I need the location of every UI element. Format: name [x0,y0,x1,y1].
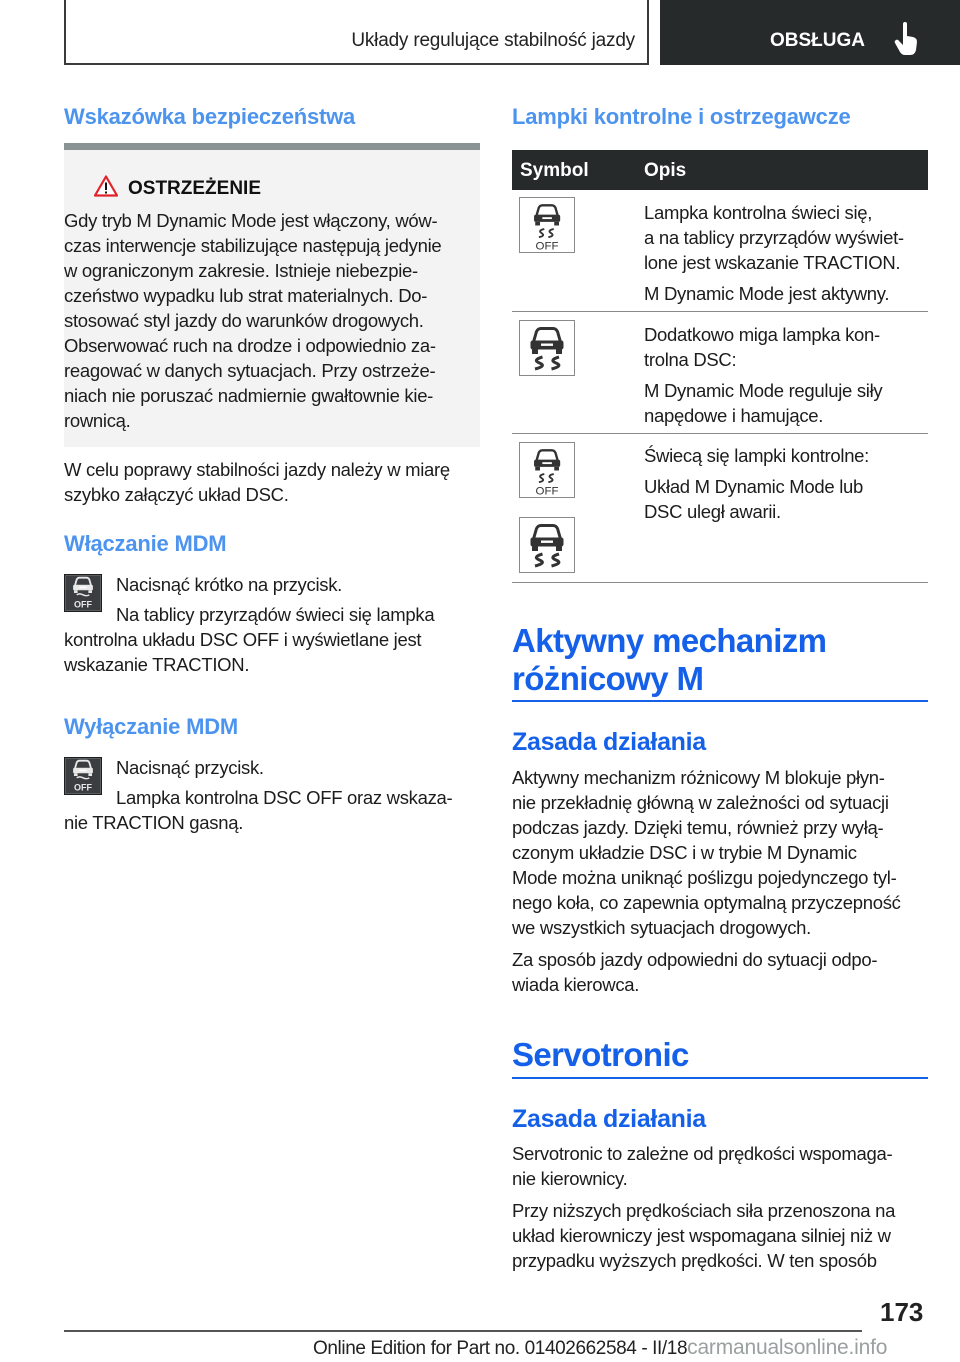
lamps-heading: Lampki kontrolne i ostrzegawcze [512,104,851,129]
disable-step-2 [64,785,480,835]
text-line: Przy niższych prędkościach siła przenoszona na [512,1200,896,1221]
text-line: M Dynamic Mode reguluje siły [644,380,883,401]
text-line: nie kierownicy. [512,1168,628,1189]
enable-step-2 [64,602,480,677]
warning-line: Obserwować ruch na drodze i odpowiednio za- [64,335,436,356]
svg-text:OFF: OFF [535,485,559,497]
pointing-hand-icon [894,22,920,56]
page-number: 173 [880,1297,924,1327]
disable-mdm-heading: Wyłączanie MDM [64,714,239,739]
servotronic-paragraph-1 [512,1141,928,1191]
servotronic-paragraph-2 [512,1198,928,1273]
warning-line: stosować styl jazdy do warunków drogowych. [64,310,424,331]
dsc-off-lamp-icon [519,197,575,253]
safety-heading: Wskazówka bezpieczeństwa [64,104,356,129]
table-bottom-rule [512,582,928,583]
lamps-table-header [512,150,928,190]
servotronic-heading-rule [512,1077,928,1079]
amd-paragraph-1 [512,765,928,940]
disable-step-1: Nacisnąć przycisk. [116,757,264,778]
text-line: Dodatkowo miga lampka kon- [644,324,880,345]
column-header-symbol: Symbol [520,160,589,181]
footer-edition [313,1336,887,1360]
warning-title: OSTRZEŻENIE [128,178,262,199]
lamp-row-3-description [644,443,928,524]
svg-text:OFF: OFF [74,599,92,610]
text-line: wskazanie TRACTION. [64,654,250,675]
text-line: W celu poprawy stabilności jazdy należy w miarę [64,459,450,480]
lamp-row-1-description [644,200,928,306]
text-line: Układ M Dynamic Mode lub [644,476,863,497]
servotronic-subheading: Zasada działania [512,1105,706,1133]
watermark: carmanualsonline.info [687,1336,888,1359]
heading-line: Aktywny mechanizm [512,622,827,659]
text-line: szybko załączyć układ DSC. [64,484,289,505]
warning-line: czas interwencje stabilizujące następują jedynie [64,235,442,256]
text-line: układ kierowniczy jest wspomagana silniej niż w [512,1225,891,1246]
warning-line: czeństwo wypadku lub strat materialnych. Do- [64,285,428,306]
text-line: a na tablicy przyrządów wyświet- [644,227,904,248]
header-chapter-label: OBSŁUGA [770,30,865,51]
heading-line: różnicowy M [512,660,704,697]
dsc-off-lamp-icon [519,442,575,498]
edition-text: Online Edition for Part no. 01402662584 - II/18 [313,1338,688,1359]
text-line: trolna DSC: [644,349,737,370]
text-line: napędowe i hamujące. [644,405,824,426]
dsc-lamp-icon [519,320,575,376]
header-section-box [64,0,649,65]
text-line: Na tablicy przyrządów świeci się lampka [116,604,435,625]
footer-rule [64,1330,862,1332]
lamp-row-2-description [644,322,928,428]
amd-subheading: Zasada działania [512,728,706,756]
servotronic-heading: Servotronic [512,1036,689,1073]
text-line: DSC uległ awarii. [644,501,781,522]
warning-line: reagować w danych sytuacjach. Przy ostrzeże- [64,360,436,381]
table-row-divider [512,433,928,434]
svg-text:OFF: OFF [74,782,92,793]
intro-paragraph [64,457,480,507]
warning-box [64,143,480,447]
text-line: lone jest wskazanie TRACTION. [644,252,901,273]
column-header-description: Opis [644,160,687,181]
amd-heading-rule [512,700,928,702]
warning-line: Gdy tryb M Dynamic Mode jest włączony, wów- [64,210,438,231]
text-line: kontrolna układu DSC OFF i wyświetlane jest [64,629,422,650]
text-line: czonym układzie DSC i w trybie M Dynamic [512,842,857,863]
text-line: Aktywny mechanizm różnicowy M blokuje płyn- [512,767,885,788]
warning-line: rownicą. [64,410,131,431]
svg-text:OFF: OFF [535,240,559,252]
dsc-lamp-icon [519,517,575,573]
text-line: Servotronic to zależne od prędkości wspomaga- [512,1143,893,1164]
table-row-divider [512,311,928,312]
text-line: Za sposób jazdy odpowiedni do sytuacji odpo- [512,949,878,970]
text-line: wiada kierowca. [512,974,640,995]
text-line: nego koła, co zapewnia optymalną przyczepność [512,892,901,913]
enable-mdm-heading: Włączanie MDM [64,531,227,556]
text-line: Mode można uniknąć poślizgu pojedynczego tyl- [512,867,897,888]
text-line: podczas jazdy. Dzięki temu, również przy wyłą- [512,817,884,838]
header-chapter-tab[interactable] [660,0,960,65]
amd-paragraph-2 [512,947,928,997]
text-line: nie TRACTION gasną. [64,812,244,833]
header-section-title: Układy regulujące stabilność jazdy [351,30,635,51]
text-line: Świecą się lampki kontrolne: [644,445,870,466]
warning-line: niach nie poruszać nadmiernie gwałtownie kie- [64,385,434,406]
warning-text [64,208,480,433]
warning-triangle-icon [94,175,118,197]
text-line: M Dynamic Mode jest aktywny. [644,283,890,304]
text-line: Lampka kontrolna świeci się, [644,202,873,223]
text-line: nie przekładnię główną w zależności od sytuacji [512,792,889,813]
warning-line: w ograniczonym zakresie. Istnieje niebezpie- [64,260,418,281]
text-line: przypadku wyższych prędkości. W ten sposób [512,1250,877,1271]
text-line: we wszystkich sytuacjach drogowych. [512,917,811,938]
text-line: Lampka kontrolna DSC OFF oraz wskaza- [116,787,453,808]
amd-heading [512,622,826,698]
enable-step-1: Nacisnąć krótko na przycisk. [116,574,343,595]
